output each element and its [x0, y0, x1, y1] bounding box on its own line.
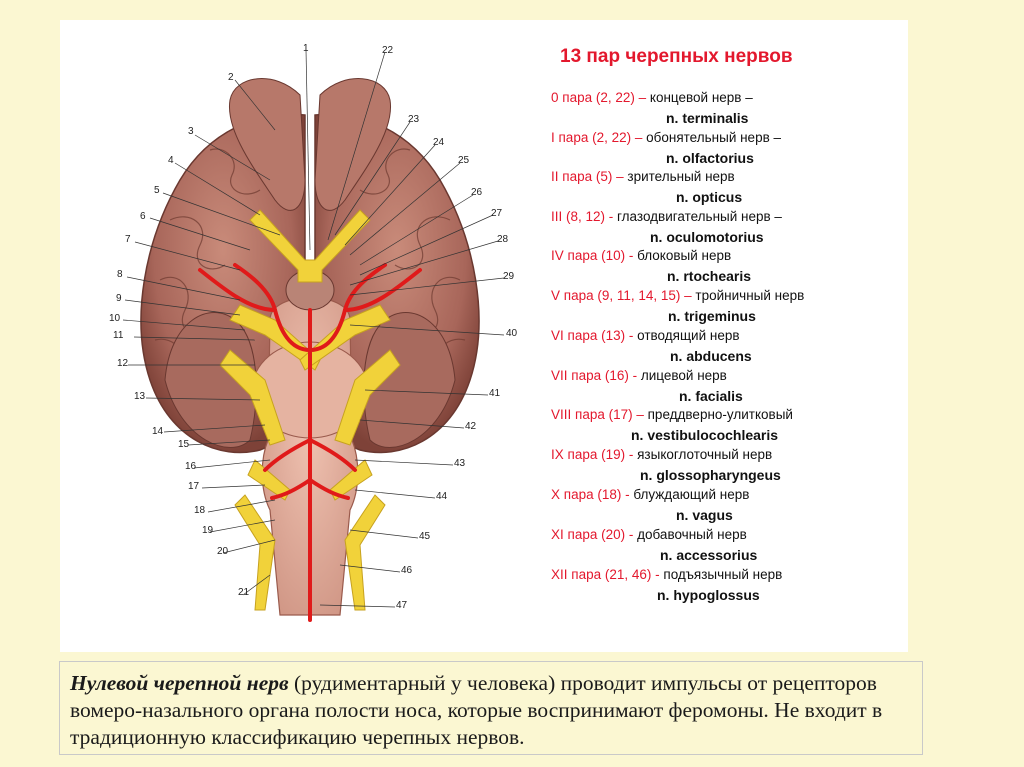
latin-name: n. opticus	[676, 189, 743, 205]
figure-label: 24	[433, 137, 445, 148]
figure-label: 11	[113, 330, 124, 341]
pair-line-2	[551, 167, 735, 187]
latin-name: n. terminalis	[666, 110, 749, 126]
pair-number: IX пара (19) -	[551, 447, 634, 462]
figure-label: 4	[168, 155, 174, 166]
pair-line-1	[551, 128, 781, 148]
pair-name: блоковый нерв	[637, 248, 732, 263]
figure-label: 12	[117, 358, 129, 369]
latin-name: n. vagus	[676, 507, 733, 523]
pair-line-7	[551, 366, 727, 386]
note-body: (рудиментарный у человека) проводит импульсы от рецепторов вомеро-назального органа полости носа, которые воспринимают феромоны. Не входит в традиционную классификацию черепных нервов.	[70, 671, 883, 749]
latin-name: n. accessorius	[660, 547, 758, 563]
figure-label: 9	[116, 293, 122, 304]
pair-line-3	[551, 207, 782, 227]
figure-label: 14	[152, 426, 164, 437]
figure-label: 13	[134, 391, 146, 402]
figure-label: 27	[491, 208, 503, 219]
figure-label: 15	[178, 439, 190, 450]
latin-name: n. hypoglossus	[657, 587, 760, 603]
figure-label: 1	[303, 43, 309, 54]
figure-label: 45	[419, 531, 431, 542]
latin-name: n. trigeminus	[668, 308, 756, 324]
figure-label: 40	[506, 328, 518, 339]
figure-label: 19	[202, 525, 214, 536]
pair-number: 0 пара (2, 22) –	[551, 90, 647, 105]
pair-line-5	[551, 286, 804, 306]
latin-name: n. vestibulocochlearis	[631, 427, 779, 443]
pair-name: подъязычный нерв	[663, 567, 783, 582]
pair-line-8	[551, 405, 793, 425]
latin-name: n. olfactorius	[666, 150, 754, 166]
figure-label: 16	[185, 461, 197, 472]
figure-label: 2	[228, 72, 234, 83]
latin-name: n. rtochearis	[667, 268, 752, 284]
pair-number: I пара (2, 22) –	[551, 130, 643, 145]
brain-drawing	[60, 20, 540, 652]
figure-label: 3	[188, 126, 194, 137]
figure-label: 47	[396, 600, 408, 611]
pair-line-9	[551, 445, 772, 465]
pair-number: VI пара (13) -	[551, 328, 634, 343]
latin-name: n. glossopharyngeus	[640, 467, 781, 483]
pair-name: обонятельный нерв –	[646, 130, 782, 145]
figure-label: 46	[401, 565, 413, 576]
pair-line-4	[551, 246, 731, 266]
pair-name: блуждающий нерв	[633, 487, 750, 502]
figure-label: 25	[458, 155, 470, 166]
note-text	[70, 670, 920, 751]
pair-name: языкоглоточный нерв	[637, 447, 773, 462]
figure-label: 43	[454, 458, 466, 469]
pair-number: XI пара (20) -	[551, 527, 634, 542]
figure-label: 26	[471, 187, 483, 198]
pair-name: добавочный нерв	[637, 527, 747, 542]
figure-label: 21	[238, 587, 250, 598]
figure-label: 6	[140, 211, 146, 222]
pair-number: VIII пара (17) –	[551, 407, 644, 422]
pair-line-10	[551, 485, 749, 505]
figure-label: 18	[194, 505, 206, 516]
pair-number: XII пара (21, 46) -	[551, 567, 660, 582]
pair-line-0	[551, 88, 753, 108]
figure-label: 20	[217, 546, 229, 557]
pair-name: концевой нерв –	[649, 90, 753, 105]
figure-label: 42	[465, 421, 477, 432]
pair-number: V пара (9, 11, 14, 15) –	[551, 288, 692, 303]
pair-line-12	[551, 565, 782, 585]
brain-base-illustration	[60, 20, 540, 652]
note-box	[59, 661, 923, 755]
figure-label: 5	[154, 185, 160, 196]
pair-name: лицевой нерв	[640, 368, 727, 383]
figure-label: 44	[436, 491, 448, 502]
figure-label: 29	[503, 271, 515, 282]
pair-number: VII пара (16) -	[551, 368, 638, 383]
figure-label: 7	[125, 234, 131, 245]
figure-label: 10	[109, 313, 121, 324]
slide-title: 13 пар черепных нервов	[560, 46, 793, 67]
note-bold: Нулевой черепной нерв	[70, 671, 289, 695]
pair-name: глазодвигательный нерв –	[617, 209, 782, 224]
pair-number: X пара (18) -	[551, 487, 630, 502]
latin-name: n. facialis	[679, 388, 743, 404]
figure-label: 22	[382, 45, 394, 56]
latin-name: n. oculomotorius	[650, 229, 764, 245]
pair-line-6	[551, 326, 740, 346]
figure-label: 28	[497, 234, 509, 245]
pair-name: тройничный нерв	[695, 288, 805, 303]
pair-number: III (8, 12) -	[551, 209, 614, 224]
pair-name: отводящий нерв	[637, 328, 740, 343]
figure-label: 23	[408, 114, 420, 125]
latin-name: n. abducens	[670, 348, 752, 364]
pair-name: зрительный нерв	[627, 169, 735, 184]
figure-label: 41	[489, 388, 501, 399]
pair-line-11	[551, 525, 747, 545]
figure-label: 17	[188, 481, 200, 492]
pair-number: IV пара (10) -	[551, 248, 634, 263]
figure-label: 8	[117, 269, 123, 280]
pair-name: преддверно-улитковый	[647, 407, 793, 422]
pair-number: II пара (5) –	[551, 169, 624, 184]
